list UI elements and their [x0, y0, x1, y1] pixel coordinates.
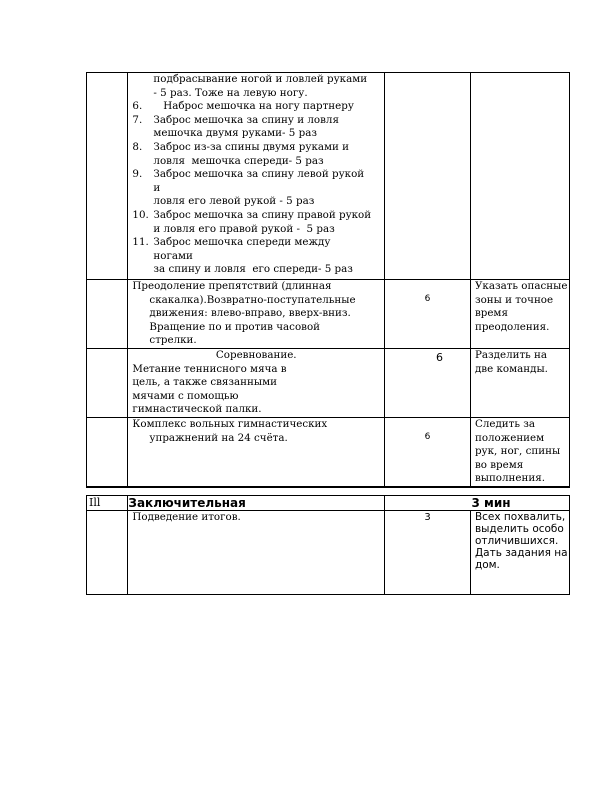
exercise-line [132, 127, 384, 141]
exercise-text: Заброс мешочка спереди между [153, 236, 331, 249]
exercise-line [132, 87, 384, 101]
time-cell [385, 348, 471, 417]
note-text: Следить за положением рук, ног, спины во время выполнения. [474, 417, 561, 485]
gymnastics-line: упражнений на 24 счёта. [149, 431, 288, 444]
table-row [87, 73, 570, 280]
time-value: 6 [424, 431, 431, 442]
exercise-line [132, 155, 384, 169]
exercise-text: Заброс из-за спины двумя руками и [153, 140, 350, 153]
exercise-number: 6. [132, 100, 143, 113]
exercise-list [128, 73, 384, 277]
exercise-text: - 5 раз. Тоже на левую ногу. [153, 86, 308, 99]
obstacle-cell [128, 280, 385, 349]
competition-line: Метание теннисного мяча в [132, 362, 287, 375]
summary-text: Подведение итогов. [132, 511, 241, 523]
exercise-text: Заброс мешочка за спину правой рукой [153, 208, 372, 221]
exercise-text: мешочка двумя руками- 5 раз [153, 127, 317, 140]
exercise-text: Заброс мешочка за спину и ловля [153, 113, 339, 126]
exercise-text: и ловля его правой рукой - 5 раз [153, 222, 335, 235]
cell-empty [87, 280, 128, 349]
exercise-line [132, 195, 384, 209]
time-cell [385, 417, 471, 486]
summary-cell [128, 511, 385, 595]
exercise-line [132, 263, 384, 277]
obstacle-line: движения: влево-вправо, вверх-вниз. [149, 307, 351, 320]
time-value: 6 [424, 294, 431, 304]
note-text: Всех похвалить, выделить особо отличившихся. Дать задания на дом. [474, 511, 568, 571]
exercise-number: 8. [132, 140, 143, 153]
exercise-line [132, 182, 384, 196]
exercise-line [132, 168, 384, 182]
competition-title: Соревнование. [215, 348, 297, 361]
table-row [87, 280, 570, 349]
section-header-row [87, 496, 570, 511]
competition-line: гимнастической палки. [132, 403, 262, 416]
obstacle-line: скакалка).Возвратно-поступательные [149, 293, 356, 306]
section-title: Заключительная [128, 496, 385, 511]
gymnastics-cell [128, 417, 385, 486]
note-cell [470, 417, 569, 486]
gymnastics-line: Комплекс вольных гимнастических [132, 417, 328, 430]
exercise-text: ногами [153, 249, 193, 262]
exercise-list-cell [128, 73, 385, 280]
note-cell [470, 280, 569, 349]
time-cell [385, 280, 471, 349]
competition-cell [128, 348, 385, 417]
final-part-table [86, 495, 570, 595]
exercise-number: 7. [132, 113, 143, 126]
table-row [87, 348, 570, 417]
note-text: Разделить на две команды. [474, 348, 548, 375]
time-value: 6 [436, 350, 444, 364]
cell-empty [87, 417, 128, 486]
table-row [87, 511, 570, 595]
table-row [87, 417, 570, 486]
exercise-line [132, 223, 384, 237]
section-duration: 3 мин [385, 496, 570, 511]
lesson-plan-table [86, 72, 570, 488]
exercise-line [132, 114, 384, 128]
obstacle-line: стрелки. [149, 334, 197, 347]
exercise-text: и [153, 181, 161, 194]
competition-line: мячами с помощью [132, 389, 239, 402]
cell-empty [87, 73, 128, 280]
cell-empty [385, 73, 471, 280]
obstacle-line: Преодоление препятствий (длинная [132, 280, 332, 292]
exercise-text: за спину и ловля его спереди- 5 раз [153, 263, 353, 276]
exercise-line [132, 209, 384, 223]
note-cell [470, 511, 569, 595]
exercise-line [132, 73, 384, 87]
time-cell [385, 511, 471, 595]
exercise-line [132, 100, 384, 114]
note-cell [470, 348, 569, 417]
cell-empty [87, 511, 128, 595]
exercise-text: подбрасывание ногой и ловлей руками [153, 73, 368, 85]
competition-line: цель, а также связанными [132, 376, 277, 389]
exercise-number: 9. [132, 168, 143, 181]
exercise-number: 11. [132, 236, 149, 249]
exercise-text: Заброс мешочка за спину левой рукой [153, 168, 365, 181]
exercise-text: ловля его левой рукой - 5 раз [153, 195, 315, 208]
exercise-line [132, 141, 384, 155]
note-text: Указать опасные зоны и точное время преодоления. [474, 280, 568, 333]
time-value: 3 [424, 512, 431, 523]
exercise-text: Наброс мешочка на ногу партнеру [153, 100, 354, 113]
exercise-line [132, 250, 384, 264]
obstacle-line: Вращение по и против часовой [149, 320, 321, 333]
exercise-text: ловля мешочка спереди- 5 раз [153, 154, 324, 167]
exercise-line [132, 236, 384, 250]
cell-empty [470, 73, 569, 280]
cell-empty [87, 348, 128, 417]
section-number: Ill [87, 496, 128, 511]
exercise-number: 10. [132, 208, 149, 221]
